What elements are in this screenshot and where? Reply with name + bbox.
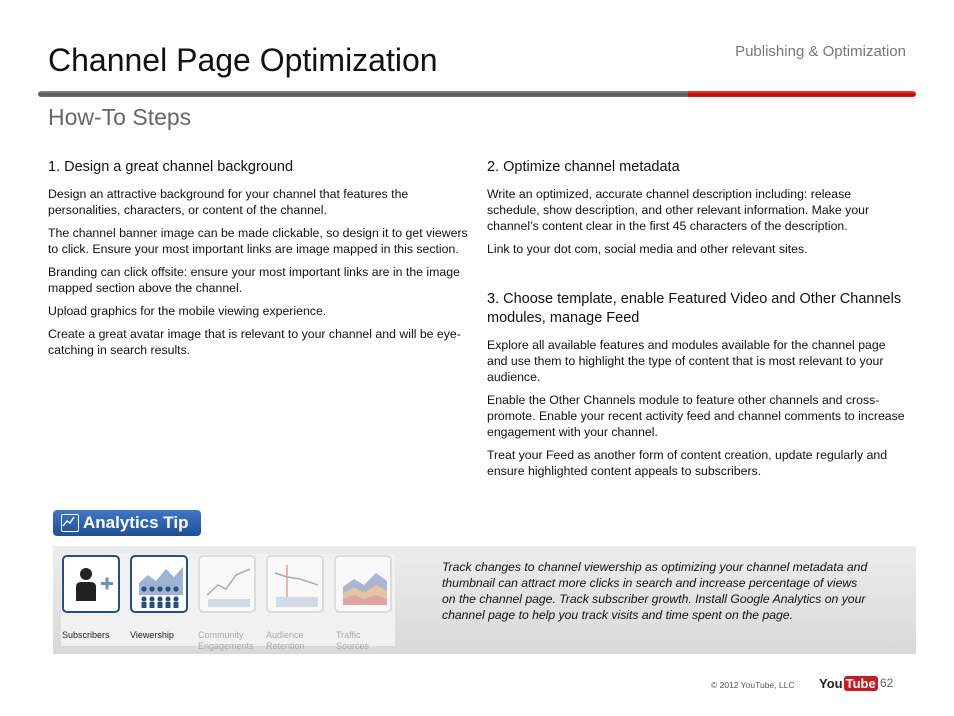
page-title: Channel Page Optimization: [48, 42, 438, 78]
step-3-paragraph: Explore all available features and modules available for the channel page and use them to highlight the type of content that is most relevant to your audience.: [487, 338, 886, 384]
logo-you: You: [819, 675, 843, 691]
analytics-icons: [61, 554, 395, 651]
step-2-paragraph: Link to your dot com, social media and other relevant sites.: [487, 242, 808, 256]
step-1-paragraph: Design an attractive background for your channel that features the personalities, characters, or content of the channel.: [48, 187, 409, 217]
tile-audience-retention: [266, 555, 324, 613]
right-column: [487, 158, 907, 486]
person-plus-icon: [68, 561, 118, 611]
title-rule: [38, 91, 916, 97]
analytics-tip-label: Analytics Tip: [83, 513, 189, 532]
step-3-paragraph: Enable the Other Channels module to feature other channels and cross-promote. Enable your recent activity feed and channel comments to increase engagement with your channel.: [487, 393, 905, 439]
tile-subscribers: [62, 555, 120, 613]
logo-tube: Tube: [845, 675, 876, 691]
tile-viewership: [130, 555, 188, 613]
tile-label: Community Engagements: [198, 630, 254, 651]
copyright: © 2012 YouTube, LLC: [711, 680, 795, 690]
area-chart-icon: [340, 561, 390, 611]
tile-traffic-sources: [334, 555, 392, 613]
youtube-logo: [819, 675, 878, 691]
audience-chart-icon: [136, 561, 186, 611]
analytics-tip-panel: [53, 546, 916, 654]
analytics-tip-badge: [53, 510, 201, 536]
tile-label: Viewership: [130, 630, 174, 640]
step-2-heading: 2. Optimize channel metadata: [487, 159, 680, 175]
analytics-tip-text: Track changes to channel viewership as optimizing your channel metadata and thumbnail can attract more clicks in search and increase percentage of views on the channel page. Track subscriber growth. Install Google Analytics on your channel page to help you track visits and time spent on the page.: [442, 560, 868, 622]
section-label: Publishing & Optimization: [735, 43, 906, 60]
page-number: 62: [880, 676, 894, 690]
step-3-heading: 3. Choose template, enable Featured Video and Other Channels modules, manage Feed: [487, 291, 902, 326]
tile-label: Audience Retention: [266, 630, 305, 651]
step-1-paragraph: Branding can click offsite: ensure your most important links are in the image mapped section above the channel.: [48, 265, 460, 295]
tile-label: Traffic Sources: [336, 630, 370, 651]
retention-chart-icon: [272, 561, 322, 611]
line-chart-icon: [204, 561, 254, 611]
step-1-paragraph: The channel banner image can be made clickable, so design it to get viewers to click. Ensure your most important links are image mapped in this section.: [48, 226, 468, 256]
step-1-heading: 1. Design a great channel background: [48, 159, 294, 175]
left-column: [48, 158, 468, 365]
step-3-paragraph: Treat your Feed as another form of content creation, update regularly and ensure highlighted content appeals to subscribers.: [487, 448, 888, 478]
page-subtitle: How-To Steps: [48, 104, 192, 130]
tile-label: Subscribers: [62, 630, 110, 640]
step-1-paragraph: Upload graphics for the mobile viewing experience.: [48, 304, 327, 318]
step-1-paragraph: Create a great avatar image that is relevant to your channel and will be eye-catching in search results.: [48, 327, 461, 357]
step-2-paragraph: Write an optimized, accurate channel description including: release schedule, show description, and other relevant information. Make your channel’s content clear in the first 45 characters of the description.: [487, 187, 870, 233]
chart-icon: [61, 514, 79, 532]
tile-community-engagements: [198, 555, 256, 613]
